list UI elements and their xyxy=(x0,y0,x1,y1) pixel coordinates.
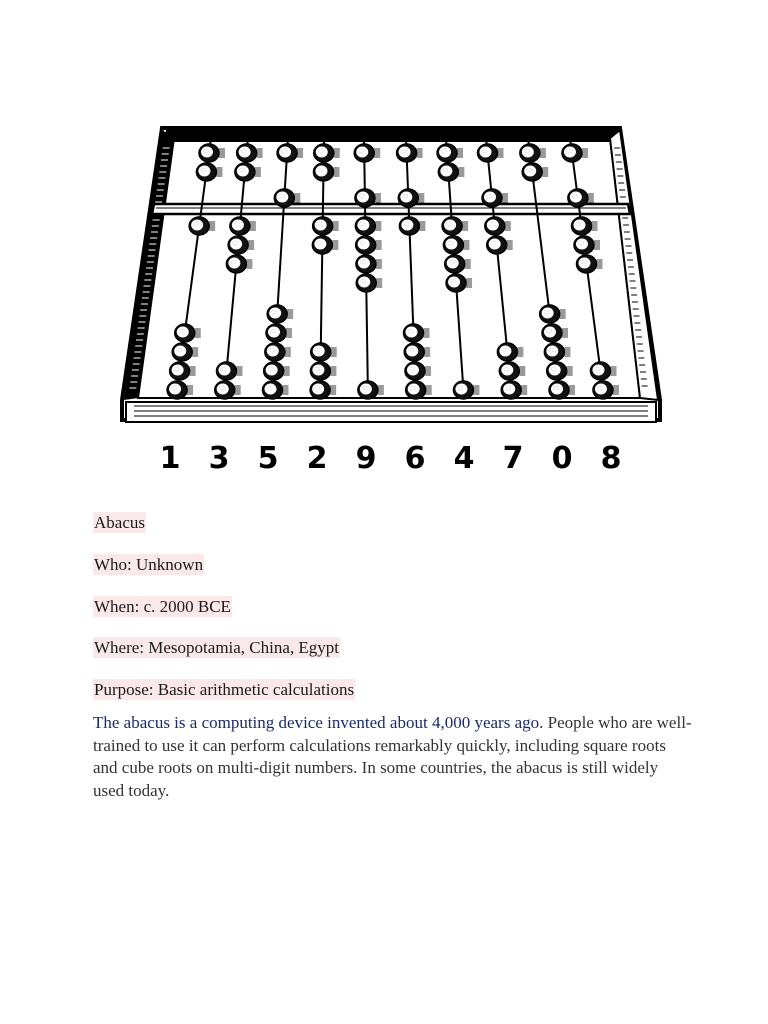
digit-label: 0 xyxy=(551,441,573,476)
who-line: Who: Unknown xyxy=(94,555,204,574)
description-paragraph xyxy=(93,712,693,803)
digit-label: 9 xyxy=(355,441,377,476)
paragraph-highlight: The abacus is a computing device invented about 4,000 years ago. xyxy=(93,713,544,732)
when-line: When: c. 2000 BCE xyxy=(94,597,231,616)
digit-label: 4 xyxy=(453,441,475,476)
digit-label: 2 xyxy=(306,441,328,476)
digit-label: 3 xyxy=(208,441,230,476)
where-line: Where: Mesopotamia, China, Egypt xyxy=(94,638,340,657)
digit-label: 8 xyxy=(600,441,622,476)
digit-labels xyxy=(160,441,622,476)
digit-label: 5 xyxy=(257,441,279,476)
digit-label: 7 xyxy=(502,441,524,476)
digit-label: 6 xyxy=(404,441,426,476)
abacus-illustration xyxy=(112,108,664,484)
purpose-line: Purpose: Basic arithmetic calculations xyxy=(94,680,355,699)
paragraph-rest: People who are well-trained to use it can perform calculations remarkably quickly, including square roots and cube roots on multi-digit numbers. In some countries, the abacus is still widely used today. xyxy=(93,713,692,801)
abacus-drawing xyxy=(112,108,664,484)
abacus-title: Abacus xyxy=(94,513,145,532)
digit-label: 1 xyxy=(159,441,181,476)
